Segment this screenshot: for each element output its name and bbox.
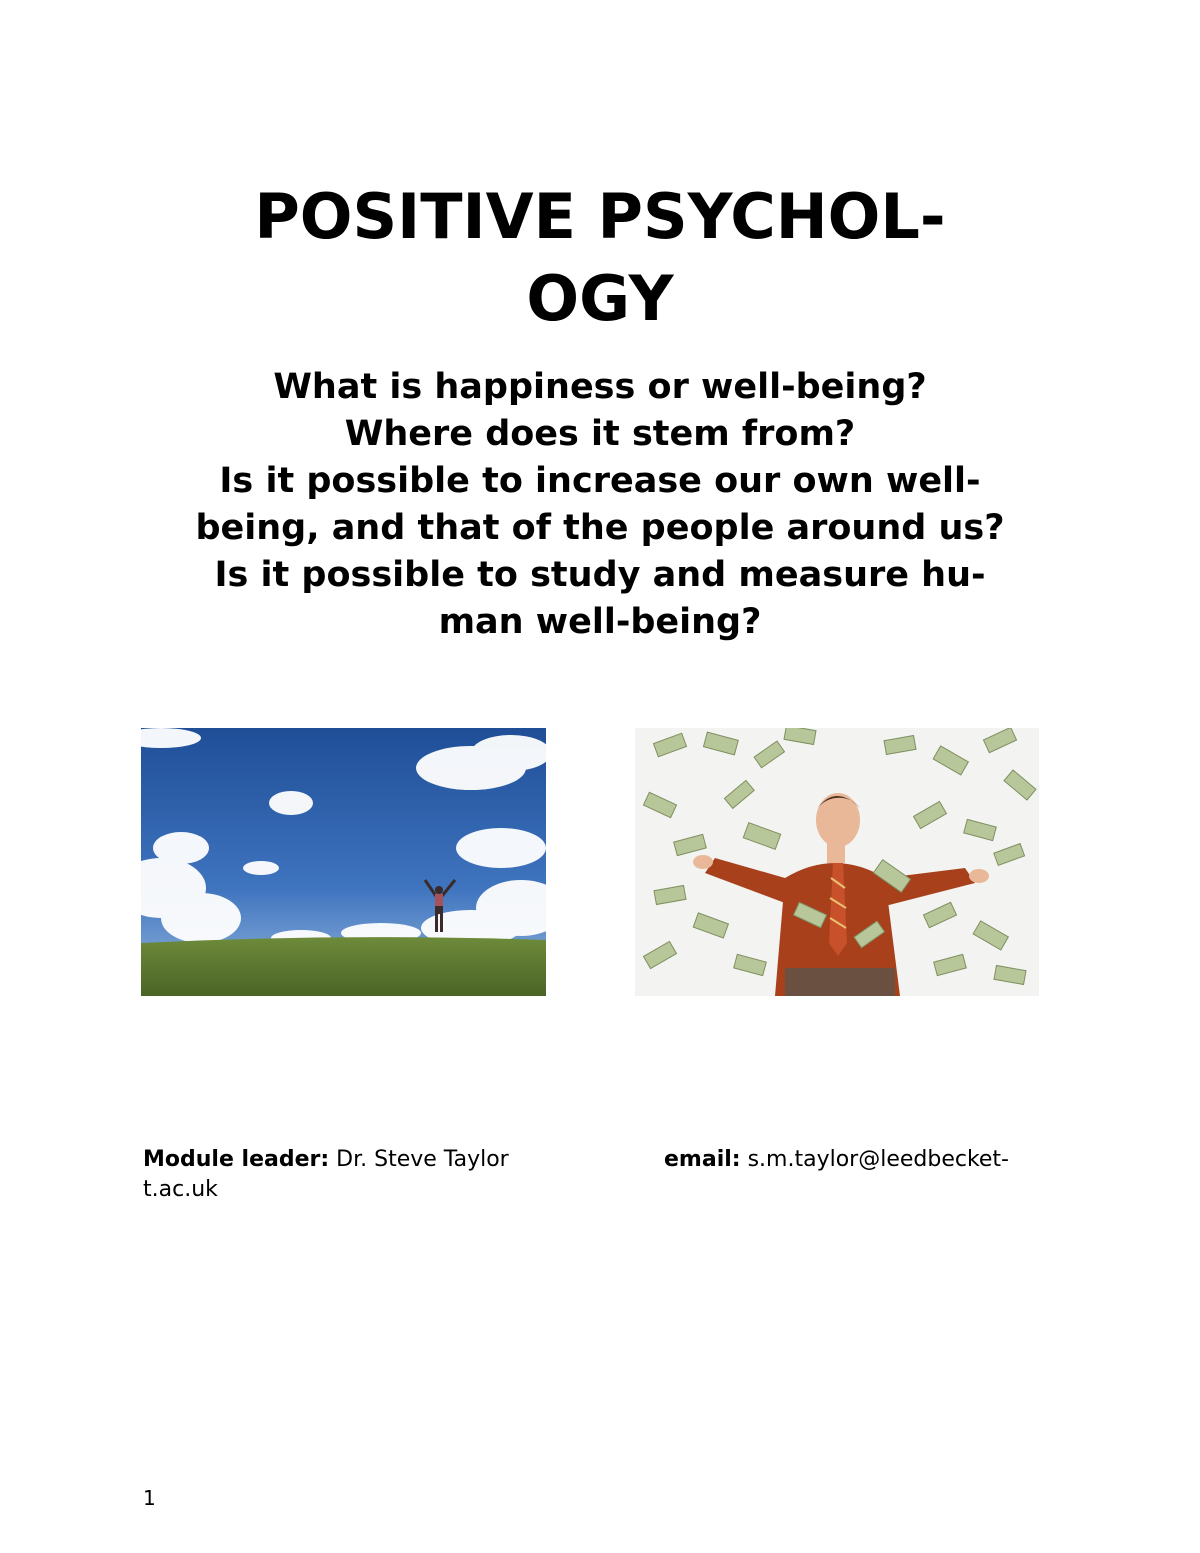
question-line: man well-being? <box>438 602 762 642</box>
title-line-2: OGY <box>526 262 674 335</box>
sky-photo-illustration <box>141 728 546 996</box>
module-leader-label: Module leader: <box>143 1147 330 1172</box>
email-contact <box>664 1145 1009 1175</box>
question-line: being, and that of the people around us? <box>195 508 1005 548</box>
email-address-part-1[interactable]: s.m.taylor@leedbecket- <box>747 1147 1009 1172</box>
module-leader-name: Dr. Steve Taylor <box>336 1147 509 1172</box>
title-line-1: POSITIVE PSYCHOL- <box>254 180 946 253</box>
question-line: What is happiness or well-being? <box>273 367 927 407</box>
guiding-questions <box>100 364 1100 646</box>
question-line: Is it possible to increase our own well- <box>219 461 981 501</box>
money-photo <box>635 728 1039 996</box>
sky-photo <box>141 728 546 996</box>
question-line: Is it possible to study and measure hu- <box>214 555 986 595</box>
email-address-part-2[interactable]: t.ac.uk <box>143 1177 218 1202</box>
money-photo-illustration <box>635 728 1039 996</box>
document-title <box>100 176 1100 340</box>
module-leader <box>143 1145 509 1175</box>
page-number: 1 <box>143 1486 156 1510</box>
email-label: email: <box>664 1147 741 1172</box>
question-line: Where does it stem from? <box>344 414 856 454</box>
